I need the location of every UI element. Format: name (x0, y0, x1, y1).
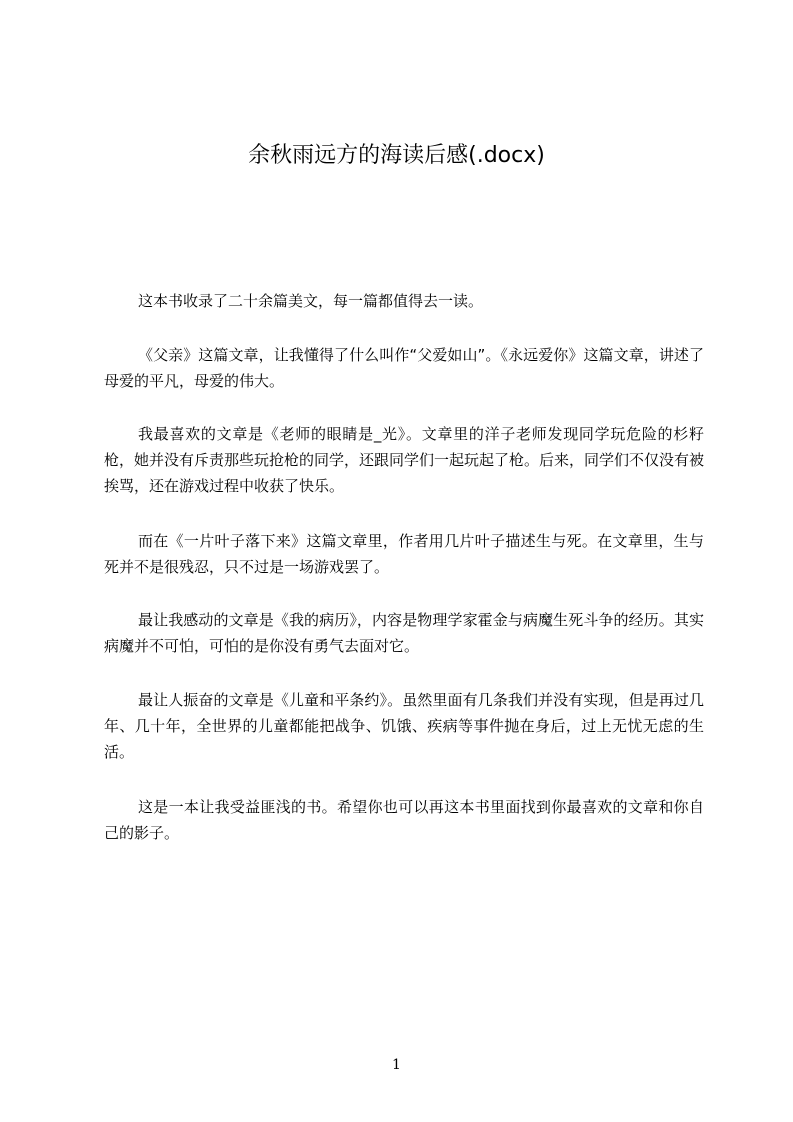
document-title: 余秋雨远方的海读后感(.docx) (248, 143, 545, 168)
paragraph-4: 而在《一片叶子落下来》这篇文章里，作者用几片叶子描述生与死。在文章里，生与死并不是很残忍，只不过是一场游戏罢了。 (104, 532, 704, 576)
paragraph-3: 我最喜欢的文章是《老师的眼睛是_光》。文章里的洋子老师发现同学玩危险的杉籽枪，她并没有斥责那些玩抢枪的同学，还跟同学们一起玩起了枪。后来，同学们不仅没有被挨骂，还在游戏过程中收获了快乐。 (104, 425, 705, 495)
paragraph-1: 这本书收录了二十余篇美文，每一篇都值得去一读。 (138, 292, 484, 310)
paragraph-7: 这是一本让我受益匪浅的书。希望你也可以再这本书里面找到你最喜欢的文章和你自己的影子。 (104, 798, 704, 842)
paragraph-2: 《父亲》这篇文章，让我懂得了什么叫作“父爱如山”。《永远爱你》这篇文章，讲述了母爱的平凡，母爱的伟大。 (104, 346, 704, 390)
page-number: 1 (392, 1057, 401, 1073)
paragraph-6: 最让人振奋的文章是《儿童和平条约》。虽然里面有几条我们并没有实现，但是再过几年、几十年，全世界的儿童都能把战争、饥饿、疾病等事件抛在身后，过上无忧无虑的生活。 (104, 691, 704, 761)
paragraph-5: 最让我感动的文章是《我的病历》，内容是物理学家霍金与病魔生死斗争的经历。其实病魔并不可怕，可怕的是你没有勇气去面对它。 (104, 611, 704, 655)
